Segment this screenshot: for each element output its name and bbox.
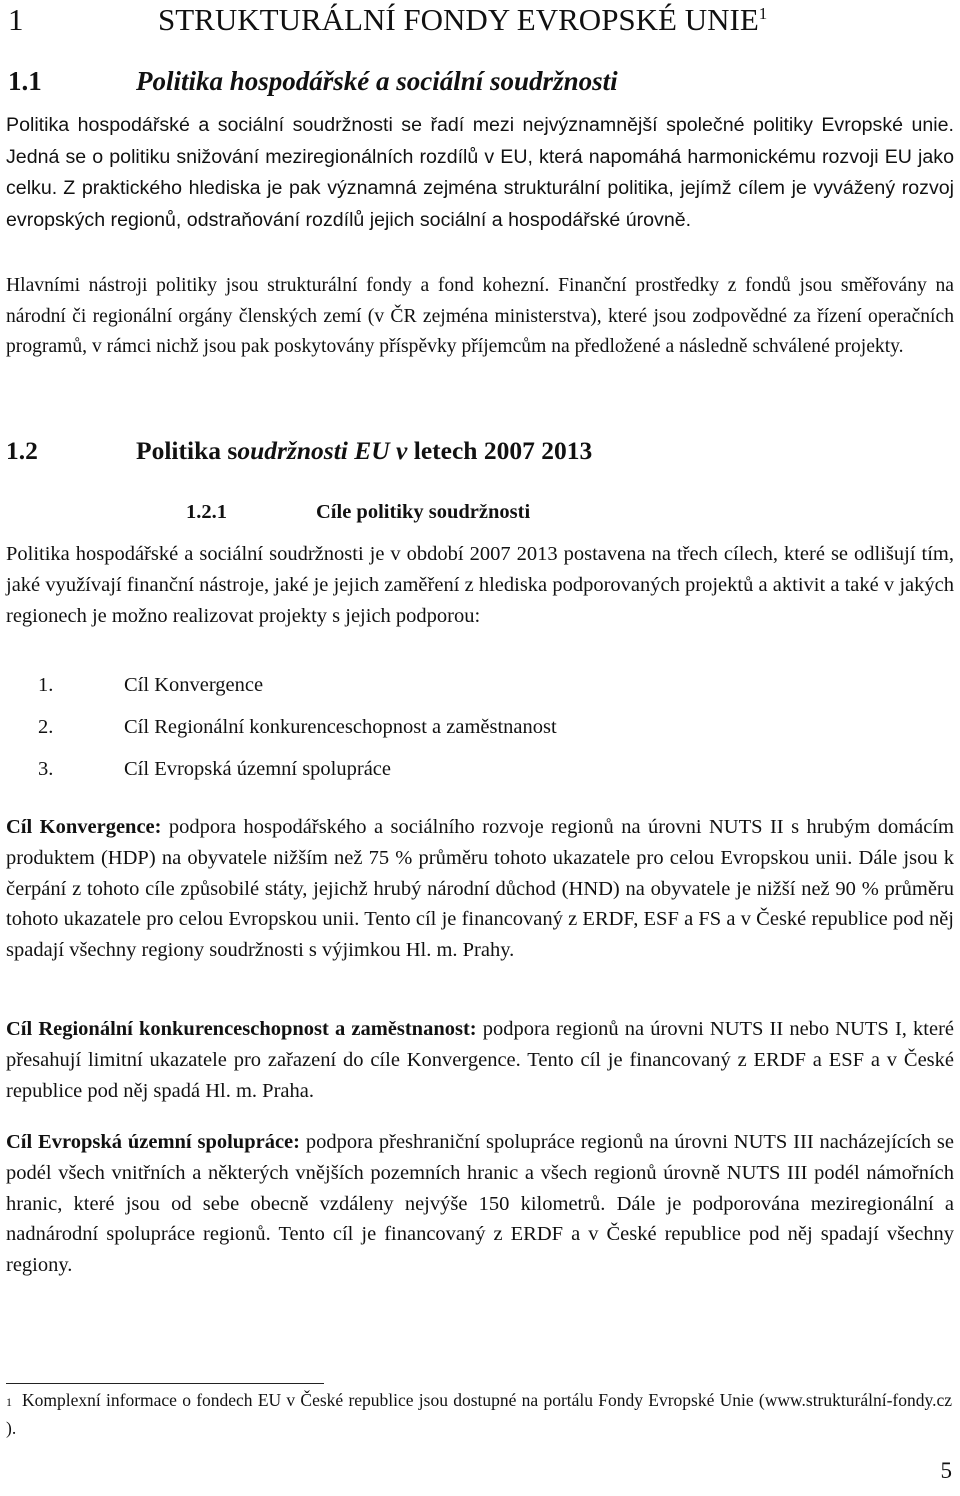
intro-paragraph-part1: Politika hospodářské a sociální soudržnosti se řadí mezi nejvýznamnější společné politiky Evropské unie. Jedná se o politiku snižování meziregionálních rozdílů v EU, která napomáhá harmonickému rozvoji EU jako celku. — [6, 114, 954, 199]
cooperation-lead: Cíl Evropská územní spolupráce: — [6, 1131, 300, 1153]
section-number: 1.2 — [6, 436, 38, 465]
section-title-part-a: Politika s — [136, 436, 238, 465]
page-number: 5 — [940, 1458, 952, 1483]
intro-paragraph-part2: Z praktického hlediska je pak významná zejména strukturální politika, jejímž cílem je vyvážený rozvoj evropských regionů, odstraňování rozdílů jejich sociální a hospodářské úrovně. — [6, 177, 954, 231]
section-heading-1-2 — [6, 436, 592, 466]
footnote-marker: 1 — [6, 1395, 12, 1409]
list-item: 1. Cíl Konvergence — [38, 674, 264, 696]
competitiveness-text: podpora regionů na úrovni NUTS II nebo NUTS I, které přesahují limitní ukazatele pro zařazení do cíle Konvergence. Tento cíl je financovaný z ERDF a ESF a v České republice pod něj spadá Hl. m. Praha. — [6, 1018, 954, 1102]
section-title-part-d: 2013 — [541, 436, 593, 465]
section-title: Politika hospodářské a sociální soudržnosti — [136, 66, 618, 96]
footnote-ref[interactable]: 1 — [758, 4, 768, 23]
section-title-part-b: oudržnosti EU v — [237, 436, 408, 465]
convergence-paragraph — [6, 812, 954, 966]
chapter-heading — [8, 2, 767, 38]
chapter-number: 1 — [8, 2, 24, 37]
convergence-lead: Cíl Konvergence: — [6, 816, 162, 838]
section-title-part-c: letech 2007 — [407, 436, 535, 465]
subsection-title: Cíle politiky soudržnosti — [316, 501, 531, 523]
convergence-text: podpora hospodářského a sociálního rozvoje regionů na úrovni NUTS II s hrubým domácím produktem (HDP) na obyvatele nižším než 75 % průměru tohoto ukazatele pro celou Evropskou unii. Dále jsou k čerpání z tohoto cíle způsobilé státy, jejichž hrubý národní důchod (HND) na obyvatele je nižší než 90 % průměru tohoto ukazatele pro celou Evropskou unii. Tento cíl je financovaný z ERDF, ESF a FS a v České republice pod něj spadají všechny regiony soudržnosti s výjimkou Hl. m. Prahy. — [6, 816, 955, 962]
cooperation-text: podpora přeshraniční spolupráce regionů na úrovni NUTS III nacházejících se podél všech vnitřních a některých vnějších pozemních hranic a všech regionů úrovně NUTS III podél námořních hranic, které jsou od sebe obecně vzdáleny nejvýše 150 kilometrů. Dále je podporována meziregionální a nadnárodní spolupráce regionů. Tento cíl je financovaný z ERDF a v České republice pod něj spadají všechny regiony. — [6, 1131, 954, 1277]
goals-intro-paragraph: Politika hospodářské a sociální soudržnosti je v období 2007 2013 postavena na třech cílech, které se odlišují tím, jaké využívají finanční nástroje, jaké je jejich zaměření z hlediska podporovaných projektů a aktivit a také v jakých regionech je možno realizovat projekty s jejich podporou: — [6, 543, 954, 627]
section-number: 1.1 — [8, 66, 42, 96]
footnote-divider — [6, 1383, 324, 1384]
instruments-paragraph-part2: Finanční prostředky z fondů jsou směřovány na národní či regionální orgány členských zemí (v ČR zejména ministerstva), které jsou zodpovědné za řízení operačních programů, v rámci nichž jsou pak poskytovány příspěvky příjemcům na předložené a následně schválené projekty. — [6, 275, 955, 357]
list-item: 2. Cíl Regionální konkurenceschopnost a zaměstnanost — [38, 716, 557, 738]
cooperation-paragraph — [6, 1127, 954, 1281]
instruments-paragraph — [6, 271, 954, 363]
intro-paragraph — [6, 110, 954, 236]
list-item: 3. Cíl Evropská územní spolupráce — [38, 758, 392, 780]
instruments-paragraph-part1: Hlavními nástroji politiky jsou strukturální fondy a fond kohezní. — [6, 275, 550, 296]
footnote-text: Komplexní informace o fondech EU v České republice jsou dostupné na portálu Fondy Evropské Unie (www.strukturální-fondy.cz ). — [6, 1390, 952, 1438]
competitiveness-lead: Cíl Regionální konkurenceschopnost a zaměstnanost: — [6, 1018, 477, 1040]
competitiveness-paragraph — [6, 1014, 954, 1106]
section-heading-1-1 — [8, 66, 618, 97]
subsection-number: 1.2.1 — [186, 501, 227, 523]
footnote — [6, 1386, 952, 1442]
goals-list — [38, 669, 557, 795]
subsection-heading-1-2-1 — [186, 501, 530, 524]
chapter-title: STRUKTURÁLNÍ FONDY EVROPSKÉ UNIE — [158, 2, 759, 37]
